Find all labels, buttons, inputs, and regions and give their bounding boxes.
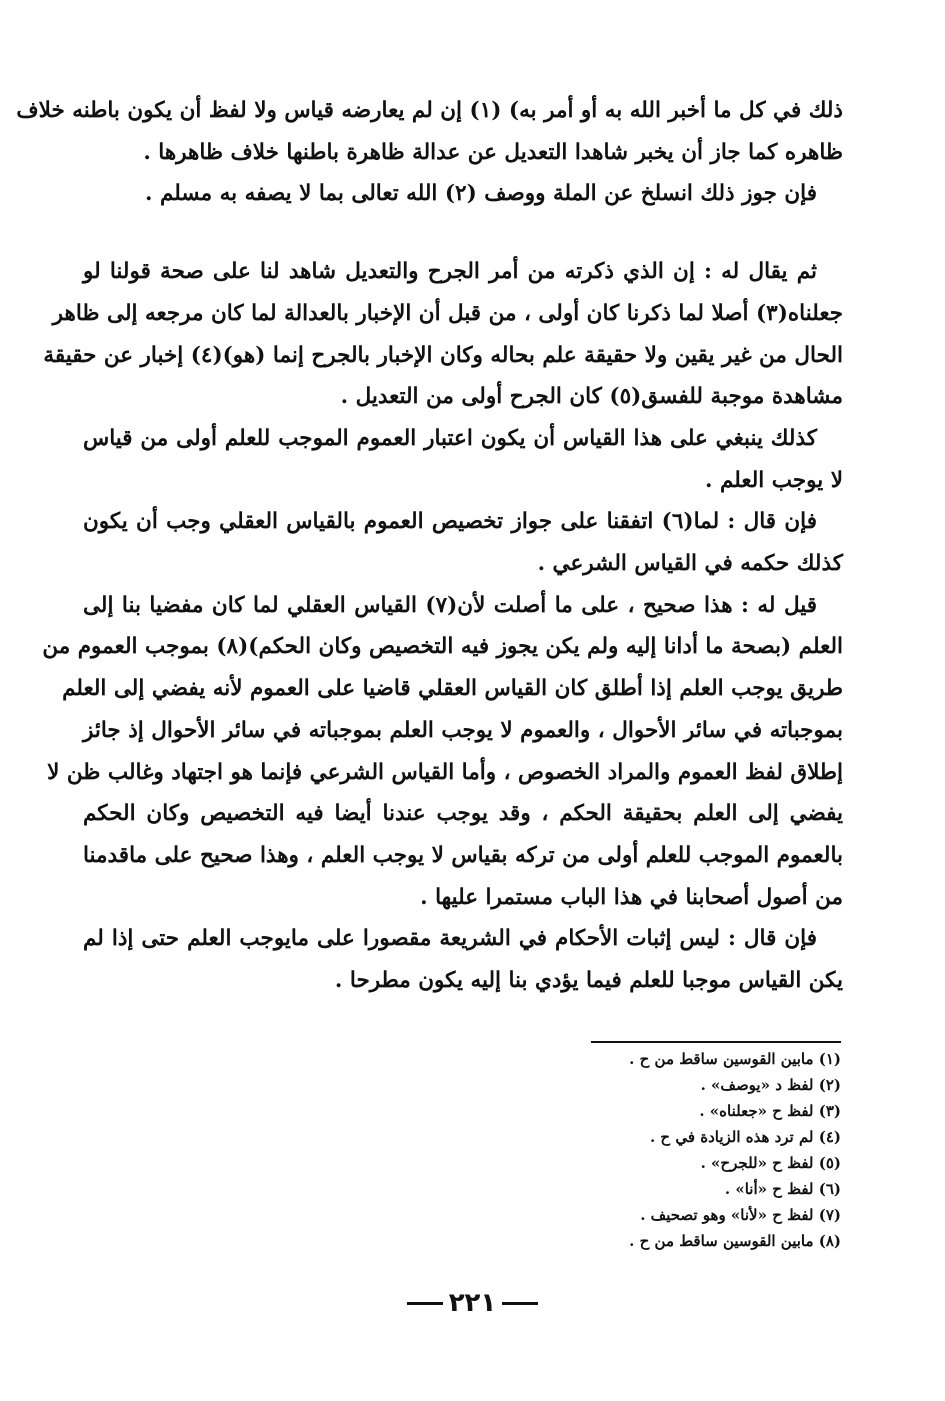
text-line: يكن القياس موجبا للعلم فيما يؤدي بنا إليه يكون مطرحا . bbox=[334, 968, 843, 994]
page-number bbox=[0, 1288, 945, 1318]
footnote: (٦) لفظ ح «أنا» . bbox=[724, 1180, 841, 1198]
main-text bbox=[16, 90, 843, 1002]
text-line: طريق يوجب العلم إذا أطلق كان القياس العقلي قاضيا على العموم لأنه يفضي إلى العلم bbox=[62, 676, 843, 702]
text-line: فإن قال : ليس إثبات الأحكام في الشريعة مقصورا على مايوجب العلم حتى إذا لم bbox=[83, 926, 817, 952]
text-line: الحال من غير يقين ولا حقيقة علم بحاله وكان الإخبار بالجرح إنما (هو)(٤) إخبار عن حقيقة bbox=[43, 342, 843, 368]
text-line: بالعموم الموجب للعلم أولى من تركه بقياس لا يوجب العلم ، وهذا صحيح على ماقدمنا bbox=[82, 842, 843, 868]
text-line: جعلناه(٣) أصلا لما ذكرنا كان أولى ، من قبل أن الإخبار بالعدالة لما كان مرجعه إلى ظاهر bbox=[52, 300, 843, 326]
text-line: إطلاق لفظ العموم والمراد الخصوص ، وأما القياس الشرعي فإنما هو اجتهاد وغالب ظن لا bbox=[47, 759, 843, 785]
text-line: ظاهره كما جاز أن يخبر شاهدا التعديل عن عدالة ظاهرة باطنها خلاف ظاهرها . bbox=[143, 139, 843, 165]
text-line: كذلك حكمه في القياس الشرعي . bbox=[537, 551, 843, 577]
dash-left bbox=[407, 1302, 443, 1305]
footnote: (٤) لم ترد هذه الزيادة في ح . bbox=[649, 1128, 841, 1146]
text-line: من أصول أصحابنا في هذا الباب مستمرا عليها . bbox=[420, 884, 843, 910]
footnote: (٥) لفظ ح «للجرح» . bbox=[700, 1154, 841, 1172]
dash-right bbox=[502, 1302, 538, 1305]
text-line: كذلك ينبغي على هذا القياس أن يكون اعتبار العموم الموجب للعلم أولى من قياس bbox=[83, 425, 817, 451]
page-number-value: ٢٢١ bbox=[448, 1288, 497, 1318]
text-line: مشاهدة موجبة للفسق(٥) كان الجرح أولى من التعديل . bbox=[340, 384, 843, 410]
footnotes bbox=[421, 1046, 841, 1254]
text-line: فإن قال : لما(٦) اتفقنا على جواز تخصيص العموم بالقياس العقلي وجب أن يكون bbox=[83, 509, 817, 535]
text-line: قيل له : هذا صحيح ، على ما أصلت لأن(٧) القياس العقلي لما كان مفضيا بنا إلى bbox=[83, 592, 817, 618]
footnote-divider bbox=[591, 1041, 841, 1043]
footnote: (٧) لفظ ح «لأنا» وهو تصحيف . bbox=[640, 1206, 841, 1224]
paragraph-gap bbox=[83, 215, 843, 251]
text-line: لا يوجب العلم . bbox=[704, 467, 843, 493]
text-line: العلم (بصحة ما أدانا إليه ولم يكن يجوز فيه التخصيص وكان الحكم)(٨) بموجب العموم من bbox=[42, 634, 843, 660]
footnote: (٣) لفظ ح «جعلناه» . bbox=[699, 1102, 841, 1120]
text-line: فإن جوز ذلك انسلخ عن الملة ووصف (٢) الله تعالى بما لا يصفه به مسلم . bbox=[145, 181, 817, 207]
footnote: (١) مابين القوسين ساقط من ح . bbox=[629, 1050, 841, 1068]
text-line: ثم يقال له : إن الذي ذكرته من أمر الجرح والتعديل شاهد لنا على صحة قولنا لو bbox=[83, 259, 817, 285]
footnote: (٨) مابين القوسين ساقط من ح . bbox=[629, 1232, 841, 1250]
text-line: بموجباته في سائر الأحوال ، والعموم لا يوجب العلم بموجباته في سائر الأحوال إذ جائز bbox=[83, 717, 843, 743]
text-line: يفضي إلى العلم بحقيقة الحكم ، وقد يوجب عندنا أيضا فيه التخصيص وكان الحكم bbox=[83, 801, 843, 827]
text-line: ذلك في كل ما أخبر الله به أو أمر به) (١) إن لم يعارضه قياس ولا لفظ أن يكون باطنه خلاف bbox=[16, 98, 843, 123]
footnote: (٢) لفظ د «يوصف» . bbox=[700, 1076, 841, 1094]
